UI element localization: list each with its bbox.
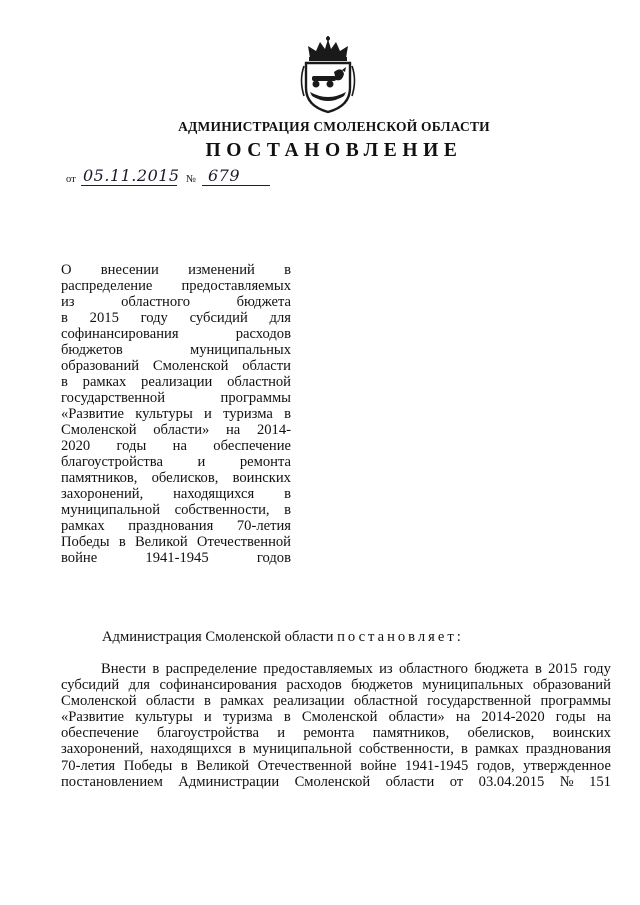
word: в — [284, 262, 291, 278]
word: распределение — [165, 661, 257, 677]
word: празднования — [525, 741, 611, 758]
word: 1941-1945 — [405, 757, 469, 774]
word: годов — [256, 550, 291, 566]
word: на — [172, 438, 187, 454]
body-line — [61, 709, 611, 725]
body-line — [61, 677, 611, 693]
word: субсидий — [61, 677, 120, 694]
subject-line — [61, 310, 291, 326]
document-body-paragraph — [61, 661, 611, 790]
subject-line — [61, 534, 291, 550]
word: области» — [153, 422, 210, 438]
word: области — [385, 773, 435, 790]
word: рамках — [475, 741, 519, 758]
word: собственности, — [358, 741, 454, 758]
word: распределение — [61, 278, 153, 294]
subject-line — [61, 342, 291, 358]
word: находящихся — [150, 741, 232, 758]
number-underline — [202, 185, 270, 186]
word: годов, — [476, 757, 515, 774]
word: ремонта — [239, 454, 291, 470]
word: программы — [220, 390, 291, 406]
word: празднования — [128, 518, 214, 534]
word: утвержденное — [523, 757, 611, 774]
word: «Развитие — [61, 406, 125, 422]
preamble-text: Администрация Смоленской области — [102, 629, 334, 645]
word: воинских — [232, 470, 291, 486]
preamble — [102, 629, 464, 645]
word: в — [284, 406, 291, 422]
word: образований — [532, 677, 611, 694]
word: обелисков, — [467, 725, 535, 742]
body-line — [61, 725, 611, 741]
document-subject — [61, 262, 291, 566]
organization-title: АДМИНИСТРАЦИЯ СМОЛЕНСКОЙ ОБЛАСТИ — [178, 119, 490, 134]
word: реализации — [141, 374, 213, 390]
subject-line — [61, 422, 291, 438]
subject-line — [61, 374, 291, 390]
word: 151 — [589, 773, 611, 790]
word: № — [559, 773, 574, 790]
word: О — [61, 262, 72, 278]
word: муниципальной — [61, 502, 161, 518]
word: войне — [360, 757, 397, 774]
date-underline — [81, 185, 177, 186]
word: Смоленской — [294, 773, 371, 790]
word: Смоленской — [152, 358, 229, 374]
word: и — [197, 454, 206, 470]
word: в — [534, 661, 542, 677]
word: программы — [540, 693, 611, 710]
word: находящихся — [173, 486, 255, 502]
word: 2015 — [89, 310, 119, 326]
word: 2014- — [256, 422, 291, 438]
word: туризма — [223, 406, 273, 422]
subject-line — [61, 502, 291, 518]
word: обелисков, — [151, 470, 219, 486]
word: образований — [61, 358, 140, 374]
subject-line — [61, 262, 291, 278]
word: на — [225, 422, 241, 438]
subject-line — [61, 550, 291, 566]
word: в — [238, 741, 246, 758]
document-type-title: ПОСТАНОВЛЕНИЕ — [205, 140, 463, 161]
word: расходов — [286, 677, 342, 694]
word: расходов — [235, 326, 291, 342]
word: Смоленской — [301, 709, 378, 726]
word: рамках — [220, 693, 264, 710]
subject-line — [61, 326, 291, 342]
subject-line — [61, 454, 291, 470]
word: на — [455, 709, 471, 726]
word: области» — [388, 709, 445, 726]
subject-line — [61, 278, 291, 294]
word: в — [204, 693, 211, 710]
word: рамках — [61, 518, 105, 534]
preamble-decree-word: постановляет: — [337, 629, 464, 645]
word: войне — [61, 550, 98, 566]
word: Администрации — [178, 773, 280, 790]
word: и — [204, 406, 212, 422]
word: Победы — [61, 534, 110, 550]
word: бюджета — [236, 294, 291, 310]
word: «Развитие — [61, 709, 125, 726]
word: государственной — [427, 693, 532, 710]
word: благоустройства — [156, 725, 259, 742]
word: и — [277, 725, 286, 742]
word: 03.04.2015 — [478, 773, 545, 790]
word: софинансирования — [159, 677, 277, 694]
word: в — [61, 310, 68, 326]
subject-line — [61, 390, 291, 406]
word: 70-летия — [236, 518, 291, 534]
body-line — [61, 758, 611, 774]
word: годы — [555, 709, 586, 726]
word: софинансирования — [61, 326, 179, 342]
number-label: № — [186, 174, 197, 185]
number-handwritten: 679 — [208, 166, 241, 185]
word: захоронений, — [61, 741, 144, 758]
word: памятников, — [61, 470, 138, 486]
word: обеспечение — [61, 725, 139, 742]
word: воинских — [552, 725, 611, 742]
body-line — [61, 661, 611, 677]
word: 2020 — [61, 438, 91, 454]
word: бюджетов — [351, 677, 413, 694]
word: культуры — [135, 406, 193, 422]
word: областного — [121, 294, 191, 310]
word: области — [242, 358, 291, 374]
word: областной — [227, 374, 291, 390]
word: для — [128, 677, 151, 694]
word: в — [284, 486, 291, 502]
word: постановлением — [61, 773, 163, 790]
body-line — [61, 774, 611, 790]
word: в — [61, 374, 68, 390]
word: в — [118, 534, 126, 550]
word: году — [583, 661, 611, 677]
word: в — [180, 757, 188, 774]
word: годы — [116, 438, 147, 454]
word: предоставляемых — [263, 661, 373, 677]
word: из — [61, 294, 75, 310]
subject-line — [61, 438, 291, 454]
word: Великой — [196, 757, 250, 774]
word: ремонта — [303, 725, 355, 742]
word: на — [596, 709, 611, 726]
word: памятников, — [372, 725, 450, 742]
word: туризма — [222, 709, 273, 726]
word: Отечественной — [257, 757, 352, 774]
word: году — [140, 310, 168, 326]
date-label: от — [66, 174, 76, 185]
word: предоставляемых — [181, 278, 291, 294]
body-line — [61, 741, 611, 757]
body-line — [61, 693, 611, 709]
word: изменений — [188, 262, 255, 278]
word: в — [284, 502, 291, 518]
word: 2014-2020 — [481, 709, 545, 726]
word: для — [269, 310, 291, 326]
word: и — [203, 709, 212, 726]
date-number-line — [66, 166, 366, 188]
subject-line — [61, 470, 291, 486]
word: благоустройства — [61, 454, 163, 470]
word: Смоленской — [61, 693, 137, 710]
crown-icon — [308, 36, 348, 61]
coat-of-arms-emblem — [298, 36, 358, 114]
subject-line — [61, 294, 291, 310]
word: муниципальной — [252, 741, 352, 758]
word: внесении — [100, 262, 159, 278]
word: реализации — [273, 693, 345, 710]
word: областной — [353, 693, 418, 710]
word: Внести — [101, 661, 147, 677]
word: Смоленской — [61, 422, 137, 438]
word: из — [379, 661, 393, 677]
word: Победы — [123, 757, 173, 774]
word: рамках — [82, 374, 127, 390]
word: в — [283, 709, 291, 726]
subject-line — [61, 518, 291, 534]
subject-line — [61, 486, 291, 502]
word: государственной — [61, 390, 166, 406]
word: собственности, — [174, 502, 270, 518]
subject-line — [61, 358, 291, 374]
word: области — [145, 693, 195, 710]
word: бюджетов — [61, 342, 123, 358]
word: культуры — [135, 709, 193, 726]
word: бюджета — [474, 661, 529, 677]
word: захоронений, — [61, 486, 144, 502]
word: от — [449, 773, 464, 790]
subject-line — [61, 406, 291, 422]
word: муниципальных — [422, 677, 524, 694]
word: в — [152, 661, 160, 677]
word: Великой — [134, 534, 188, 550]
word: Отечественной — [196, 534, 291, 550]
word: в — [461, 741, 468, 758]
word: 70-летия — [61, 757, 116, 774]
date-handwritten: 05.11.2015 — [83, 166, 180, 185]
word: 1941-1945 — [145, 550, 209, 566]
word: муниципальных — [189, 342, 291, 358]
word: областного — [398, 661, 468, 677]
word: 2015 — [548, 661, 578, 677]
word: обеспечение — [213, 438, 291, 454]
word: субсидий — [189, 310, 248, 326]
